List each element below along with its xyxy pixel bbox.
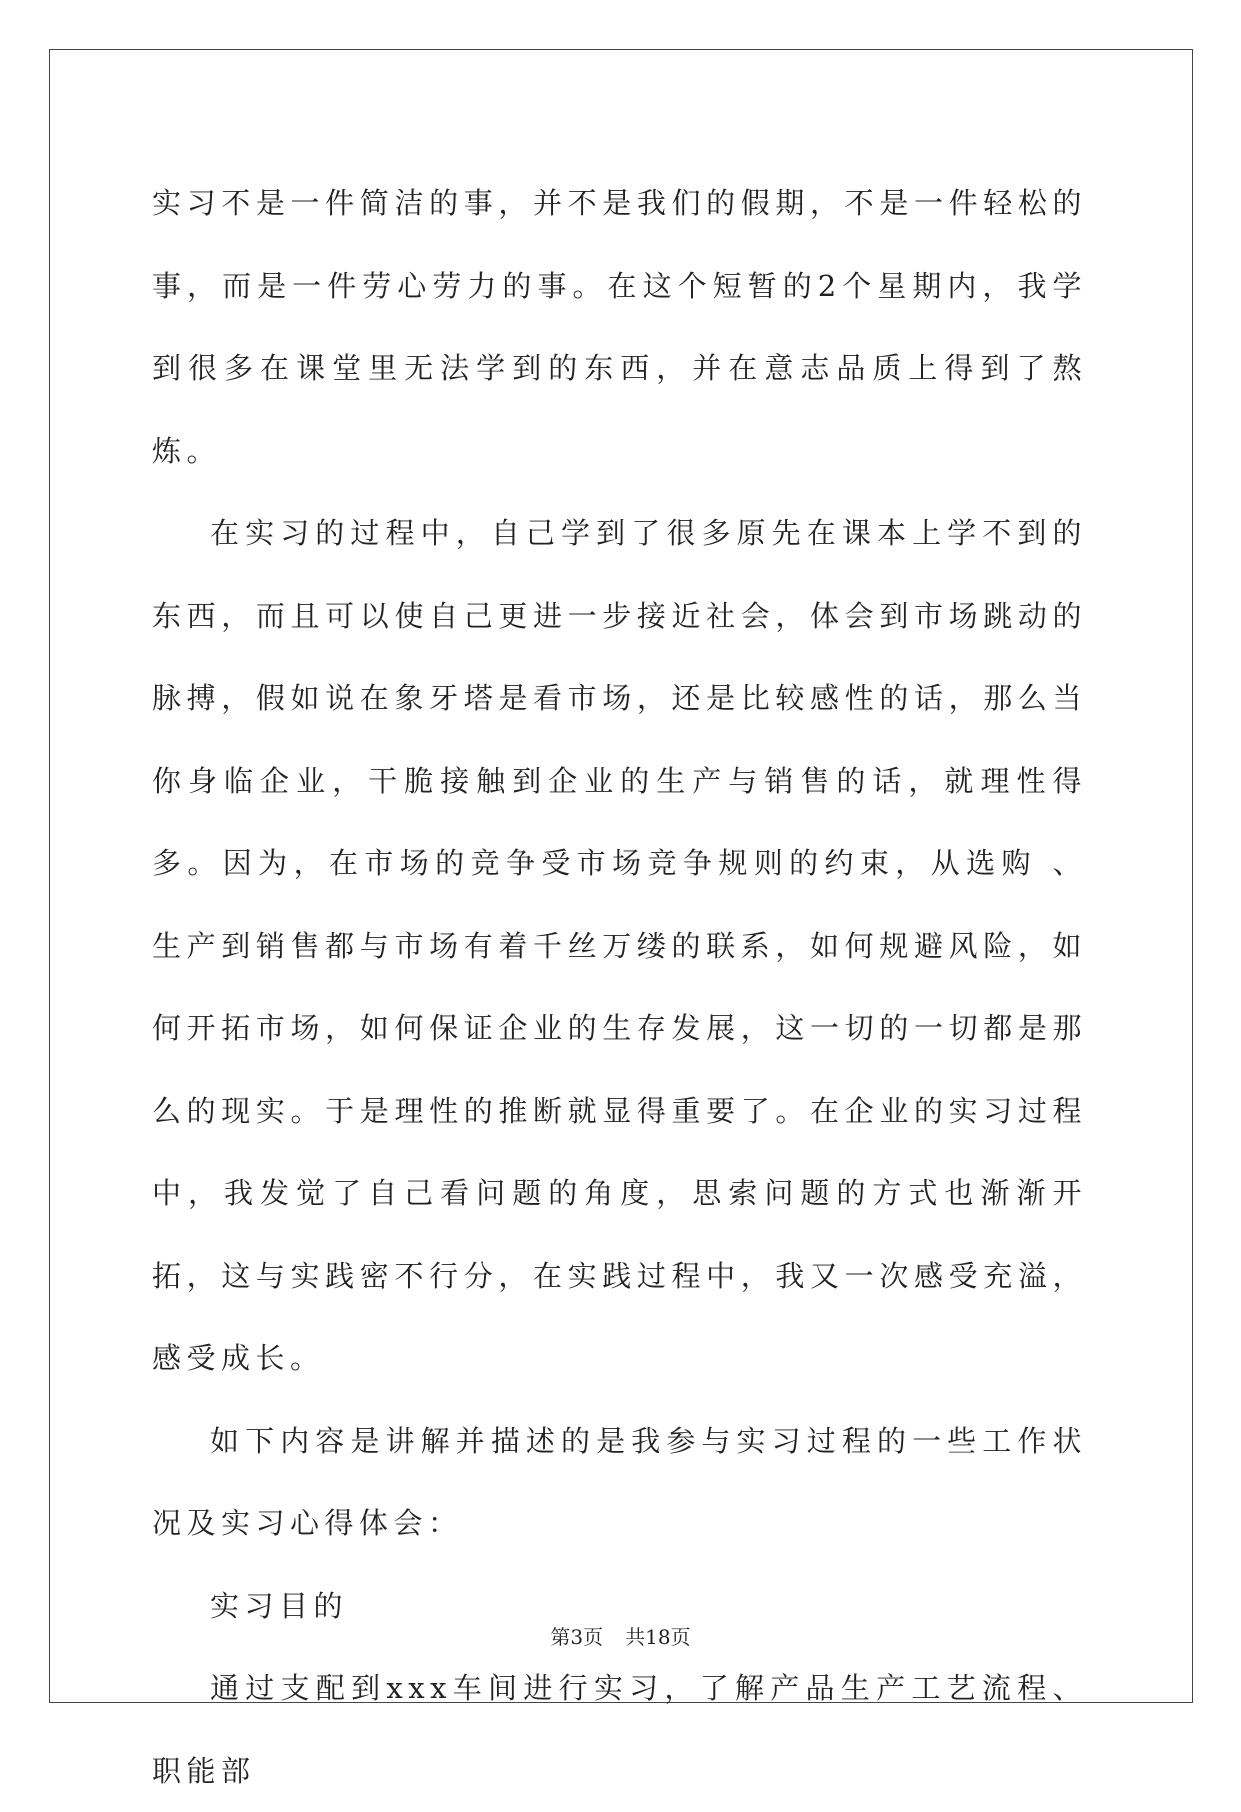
paragraph-internship-purpose: 通过支配到xxx车间进行实习，了解产品生产工艺流程、职能部 [152,1671,1087,1788]
page-footer [0,1625,1241,1649]
paragraph-content-overview: 如下内容是讲解并描述的是我参与实习过程的一些工作状况及实习心得体会： [152,1423,1087,1540]
total-page-count: 共18页 [625,1625,691,1649]
current-page-number: 第3页 [550,1625,604,1649]
section-heading-internship-purpose: 实习目的 [210,1588,349,1623]
paragraph-intro: 实习不是一件简洁的事，并不是我们的假期，不是一件轻松的事，而是一件劳心劳力的事。在这个短暂的2个星期内，我学到很多在课堂里无法学到的东西，并在意志品质上得到了熬炼。 [152,186,1087,468]
paragraph-internship-process: 在实习的过程中，自己学到了很多原先在课本上学不到的东西，而且可以使自己更进一步接近社会，体会到市场跳动的脉搏，假如说在象牙塔是看市场，还是比较感性的话，那么当你身临企业，干脆接触到企业的生产与销售的话，就理性得多。因为，在市场的竞争受市场竞争规则的约束，从选购 、生产到销售都与市场有着千丝万缕的联系，如何规避风险，如何开拓市场，如何保证企业的生存发展，这一切的一切都是那么的现实。于是理性的推断就显得重要了。在企业的实习过程中，我发觉了自己看问题的角度，思索问题的方式也渐渐开拓，这与实践密不行分，在实践过程中，我又一次感受充溢，感受成长。 [152,516,1087,1375]
document-body [152,162,1087,1812]
